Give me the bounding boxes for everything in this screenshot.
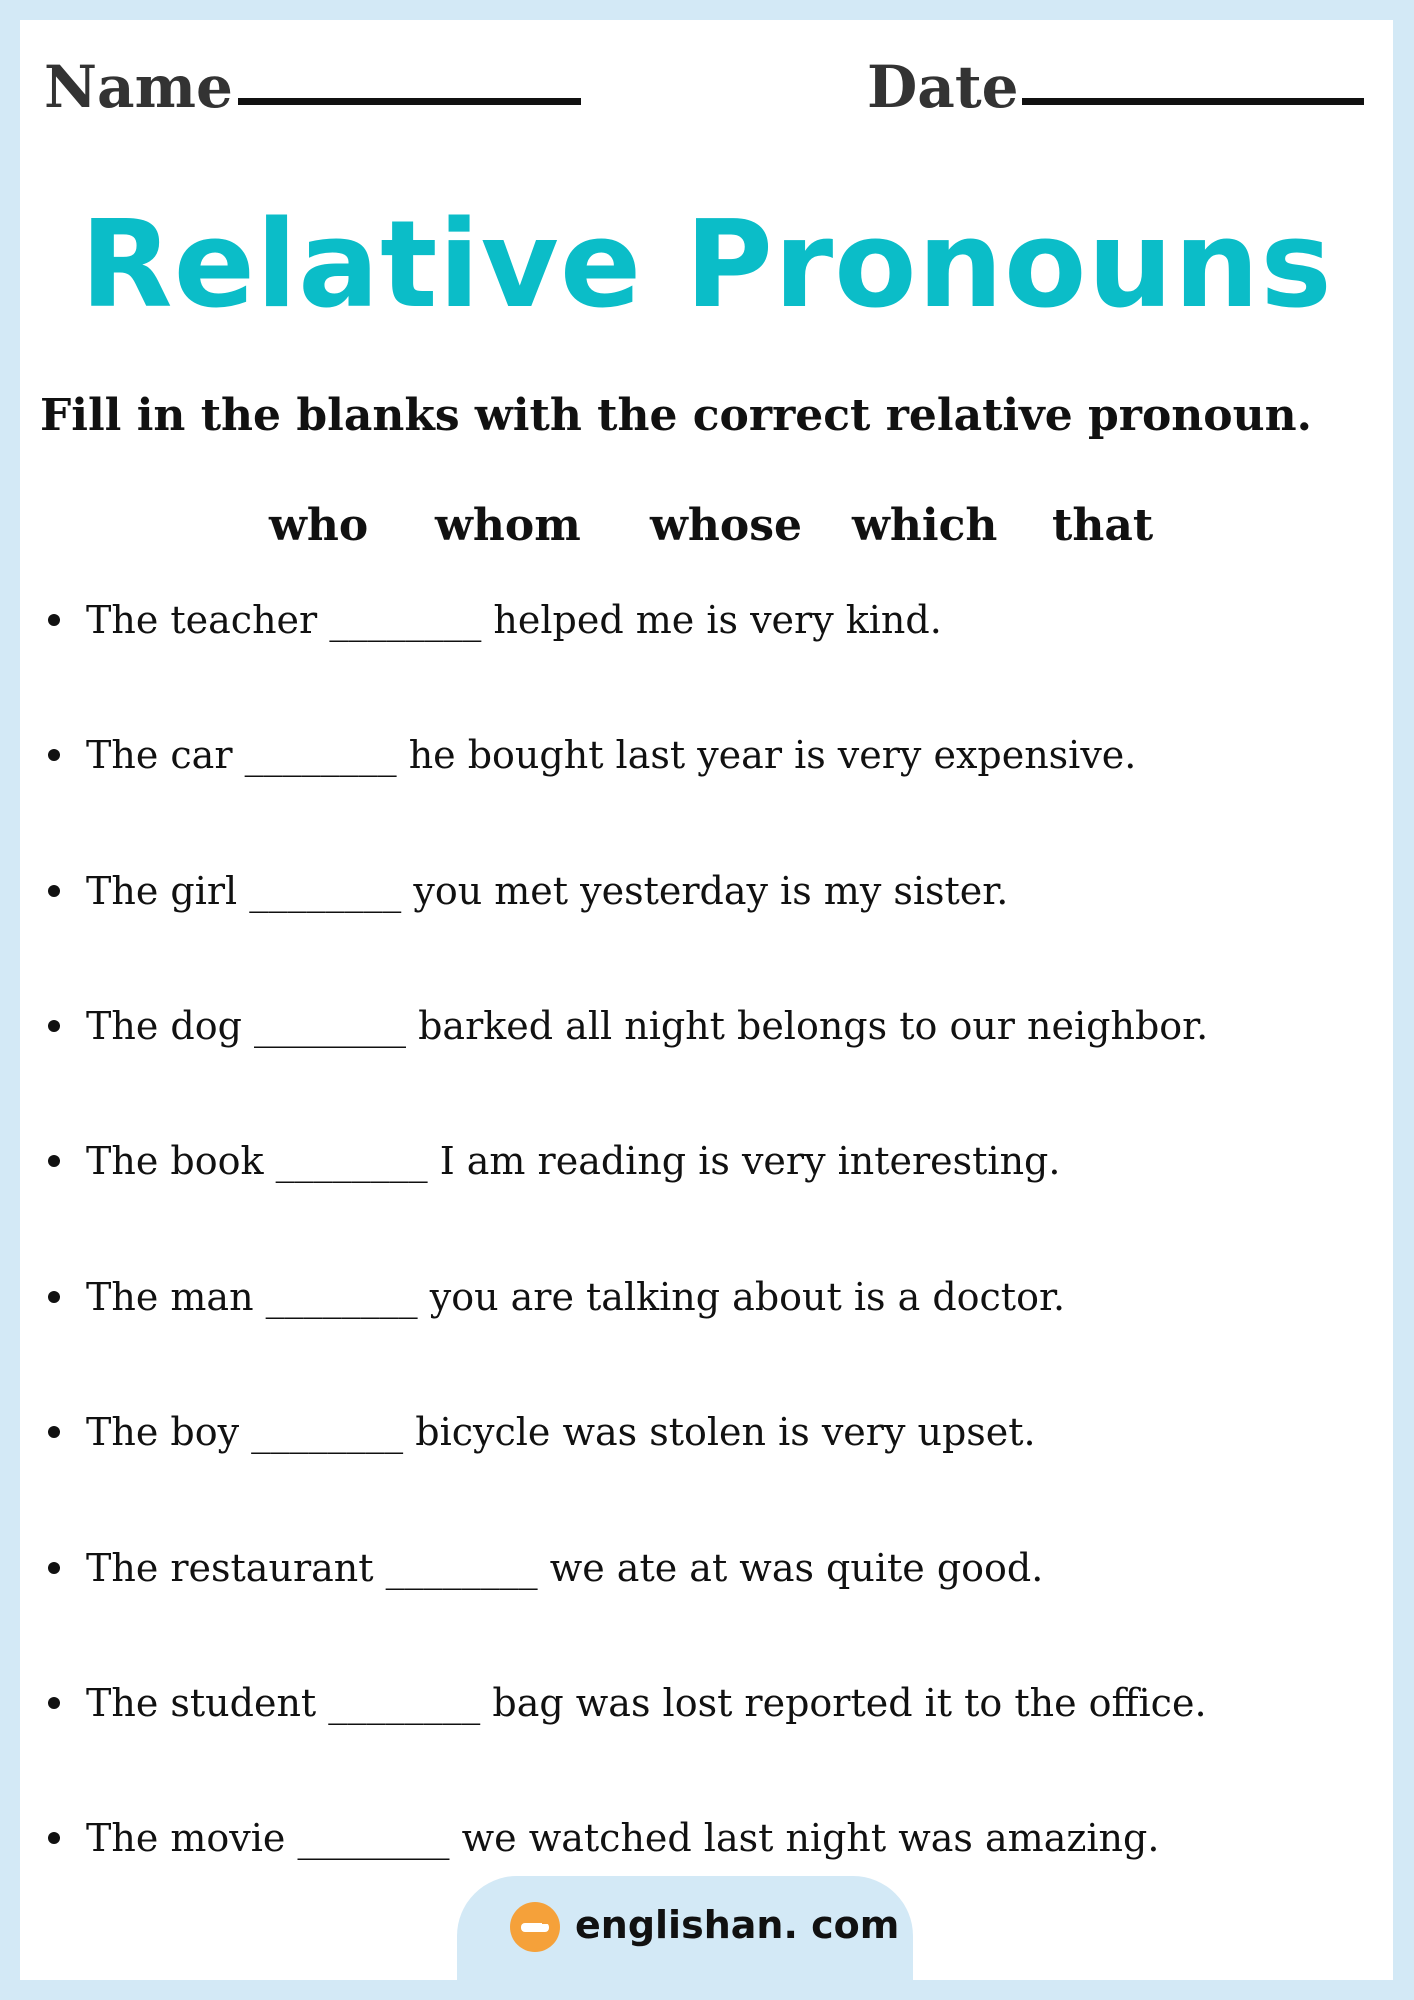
word-bank-item: that: [1052, 500, 1154, 551]
question-text-after: barked all night belongs to our neighbor.: [418, 1004, 1209, 1048]
question-item: [48, 861, 1008, 921]
name-label: Name: [44, 53, 233, 121]
bullet-icon: [48, 1562, 60, 1574]
question-text-before: The dog: [86, 1004, 242, 1048]
question-text-before: The student: [86, 1681, 317, 1725]
question-text-before: The teacher: [86, 598, 318, 642]
question-text-before: The car: [86, 733, 233, 777]
bullet-icon: [48, 1155, 60, 1167]
question-text-before: The man: [86, 1275, 254, 1319]
word-bank-item: whom: [435, 500, 581, 551]
worksheet-page: [20, 20, 1393, 1980]
bullet-icon: [48, 1697, 60, 1709]
question-text-before: The girl: [86, 869, 238, 913]
question-item: [48, 1808, 1159, 1868]
question-item: [48, 1538, 1043, 1598]
answer-blank[interactable]: ________: [328, 1681, 481, 1725]
answer-blank[interactable]: ________: [385, 1546, 538, 1590]
bullet-icon: [48, 1291, 60, 1303]
question-text-after: we ate at was quite good.: [549, 1546, 1044, 1590]
question-text-before: The book: [86, 1139, 264, 1183]
question-item: [48, 1673, 1207, 1733]
question-item: [48, 725, 1136, 785]
bullet-icon: [48, 1020, 60, 1032]
question-text-after: bicycle was stolen is very upset.: [415, 1410, 1036, 1454]
answer-blank[interactable]: ________: [275, 1139, 428, 1183]
footer-site-link[interactable]: englishan. com: [575, 1903, 900, 1947]
word-bank-item: who: [269, 500, 369, 551]
question-item: [48, 1402, 1036, 1462]
question-text-after: I am reading is very interesting.: [439, 1139, 1061, 1183]
word-bank-item: which: [852, 500, 998, 551]
question-item: [48, 1267, 1065, 1327]
question-text-after: he bought last year is very expensive.: [408, 733, 1137, 777]
question-text-after: you are talking about is a doctor.: [429, 1275, 1066, 1319]
question-item: [48, 996, 1208, 1056]
bullet-icon: [48, 614, 60, 626]
answer-blank[interactable]: ________: [297, 1816, 450, 1860]
question-text-before: The restaurant: [86, 1546, 374, 1590]
question-text-before: The movie: [86, 1816, 286, 1860]
question-text-after: bag was lost reported it to the office.: [492, 1681, 1207, 1725]
question-text-after: we watched last night was amazing.: [461, 1816, 1160, 1860]
word-bank-item: whose: [650, 500, 802, 551]
question-item: [48, 1131, 1060, 1191]
answer-blank[interactable]: ________: [265, 1275, 418, 1319]
bullet-icon: [48, 1426, 60, 1438]
answer-blank[interactable]: ________: [254, 1004, 407, 1048]
question-text-before: The boy: [86, 1410, 240, 1454]
bullet-icon: [48, 749, 60, 761]
page-title: Relative Pronouns: [80, 196, 1333, 335]
englishan-logo-icon: [508, 1900, 562, 1954]
bullet-icon: [48, 1832, 60, 1844]
bullet-icon: [48, 885, 60, 897]
instruction-text: Fill in the blanks with the correct relative pronoun.: [40, 390, 1312, 441]
question-text-after: you met yesterday is my sister.: [413, 869, 1009, 913]
answer-blank[interactable]: ________: [249, 869, 402, 913]
question-list: [20, 20, 1393, 1920]
answer-blank[interactable]: ________: [251, 1410, 404, 1454]
date-label: Date: [867, 53, 1019, 121]
question-item: [48, 590, 942, 650]
question-text-after: helped me is very kind.: [493, 598, 942, 642]
answer-blank[interactable]: ________: [244, 733, 397, 777]
answer-blank[interactable]: ________: [329, 598, 482, 642]
